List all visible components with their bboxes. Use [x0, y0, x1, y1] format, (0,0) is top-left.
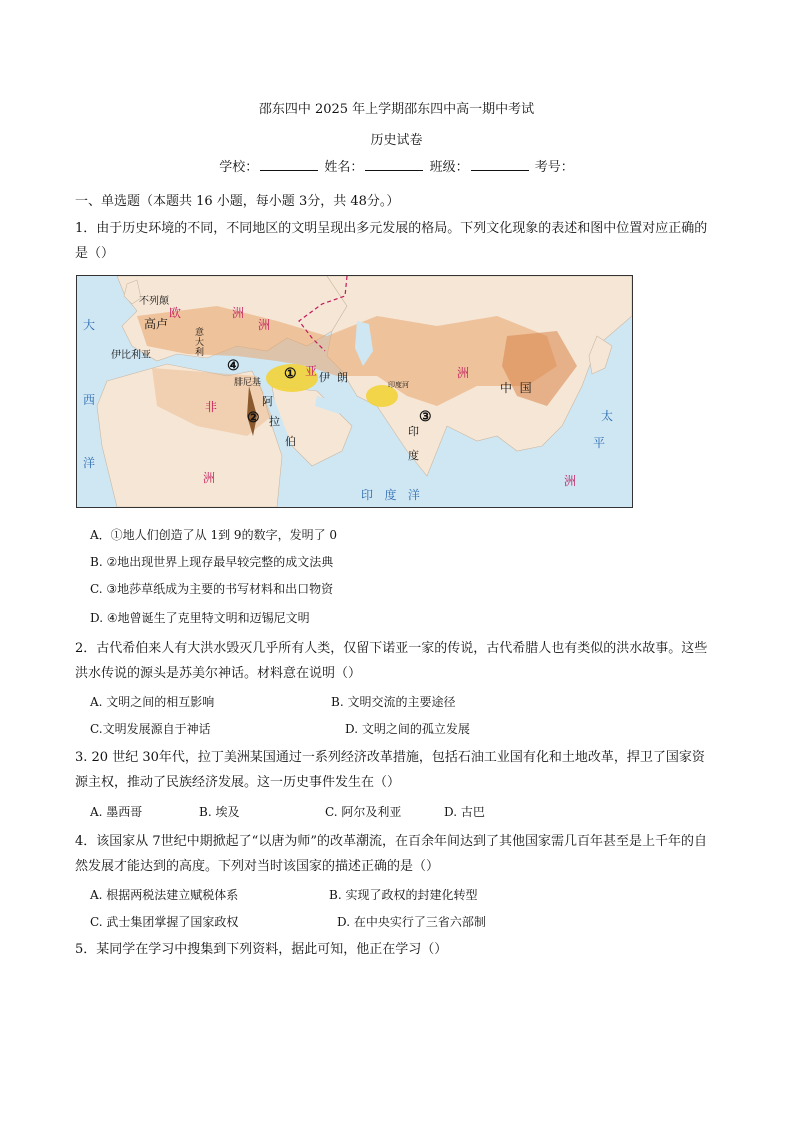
- label-tai: 太: [601, 409, 614, 423]
- civilization-map: [76, 275, 633, 508]
- exam-no-label: 考号：: [534, 160, 574, 175]
- exam-subtitle: 历史试卷: [370, 133, 423, 148]
- label-ping: 平: [593, 436, 606, 450]
- q1-option-a[interactable]: A．①地人们创造了从 1到 9的数字，发明了 0: [90, 528, 338, 542]
- label-zhou-eu: 洲: [232, 306, 245, 320]
- label-zhou-af: 洲: [203, 471, 216, 485]
- label-feizhou: 非: [205, 400, 218, 414]
- q3-option-d[interactable]: D. 古巴: [444, 805, 485, 819]
- marker-3: ③: [419, 409, 432, 425]
- label-zhou-asia: 洲: [457, 366, 470, 380]
- label-zhou-north: 洲: [258, 318, 271, 332]
- label-xiyang: 西: [83, 393, 96, 407]
- q4-option-b[interactable]: B. 实现了政权的封建化转型: [329, 888, 478, 902]
- q3-option-a[interactable]: A. 墨西哥: [90, 805, 143, 819]
- section-heading: 一、单选题（本题共 16 小题，每小题 3分，共 48分。）: [75, 194, 400, 209]
- label-yilang: 伊 朗: [319, 371, 348, 384]
- student-info-line: [0, 156, 793, 175]
- label-a: 阿: [262, 395, 273, 408]
- marker-2: ②: [247, 410, 260, 426]
- label-dayang: 大: [83, 318, 96, 332]
- class-label: 班级：: [429, 160, 469, 175]
- q3-option-c[interactable]: C. 阿尔及利亚: [325, 805, 402, 819]
- label-yibiliya: 伊比利亚: [111, 350, 151, 361]
- q2-option-d[interactable]: D. 文明之间的孤立发展: [345, 722, 470, 736]
- q2-option-a[interactable]: A. 文明之间的相互影响: [90, 695, 215, 709]
- q1-option-c[interactable]: C. ③地莎草纸成为主要的书写材料和出口物资: [90, 582, 334, 596]
- label-zhongguo: 中 国: [500, 381, 532, 395]
- q2-option-c[interactable]: C.文明发展源自于神话: [90, 722, 211, 736]
- marker-4: ④: [227, 358, 240, 374]
- exam-title: 邵东四中 2025 年上学期邵东四中高一期中考试: [258, 102, 535, 117]
- map-svg: [77, 276, 632, 507]
- label-buliedian: 不列颠: [139, 296, 169, 307]
- q4-option-a[interactable]: A. 根据两税法建立赋税体系: [90, 888, 239, 902]
- label-yidali: 意 大 利: [195, 328, 205, 358]
- q2-stem: 2．古代希伯来人有大洪水毁灭几乎所有人类，仅留下诺亚一家的传说，古代希腊人也有类似的洪水故事。这些洪水传说的源头是苏美尔神话。材料意在说明（）: [75, 641, 708, 681]
- q4-option-c[interactable]: C. 武士集团掌握了国家政权: [90, 915, 239, 929]
- marker-1: ①: [284, 366, 297, 382]
- label-gaolu: 高卢: [144, 317, 169, 331]
- label-bo: 伯: [285, 435, 296, 448]
- label-la: 拉: [269, 415, 280, 428]
- q4-stem: 4．该国家从 7世纪中期掀起了“以唐为师”的改革潮流，在百余年间达到了其他国家需几百年甚至是上千年的自然发展才能达到的高度。下列对当时该国家的描述正确的是（）: [75, 834, 707, 874]
- label-xunilie: 腓尼基: [234, 378, 262, 388]
- label-yindu-yang: 印 度 洋: [361, 488, 420, 502]
- school-blank[interactable]: [260, 158, 318, 171]
- q2-option-b[interactable]: B. 文明交流的主要途径: [331, 695, 456, 709]
- q1-stem: 1．由于历史环境的不同，不同地区的文明呈现出多元发展的格局。下列文化现象的表述和图中位置对应正确的是（）: [75, 221, 708, 261]
- label-europe: 欧: [169, 306, 182, 320]
- label-yazhou: 亚: [305, 364, 318, 378]
- label-yang: 洋: [83, 456, 96, 470]
- name-blank[interactable]: [365, 158, 423, 171]
- class-blank[interactable]: [471, 158, 529, 171]
- q5-stem: 5．某同学在学习中搜集到下列资料，据此可知，他正在学习（）: [75, 942, 448, 957]
- q4-option-d[interactable]: D. 在中央实行了三省六部制: [337, 915, 486, 929]
- q3-stem: 3. 20 世纪 30年代，拉丁美洲某国通过一系列经济改革措施，包括石油工业国有化和土地改革，捍卫了国家资源主权，推动了民族经济发展。这一历史事件发生在（）: [75, 750, 705, 790]
- q1-option-d[interactable]: D. ④地曾诞生了克里特文明和迈锡尼文明: [90, 611, 310, 625]
- q3-option-b[interactable]: B. 埃及: [199, 805, 240, 819]
- name-label: 姓名：: [324, 160, 364, 175]
- label-yindu-river: 印度河: [388, 381, 409, 389]
- label-zhou-sea: 洲: [564, 474, 577, 488]
- label-yindu: 印 度: [408, 425, 419, 462]
- school-label: 学校：: [219, 160, 259, 175]
- q1-option-b[interactable]: B. ②地出现世界上现存最早较完整的成文法典: [90, 555, 334, 569]
